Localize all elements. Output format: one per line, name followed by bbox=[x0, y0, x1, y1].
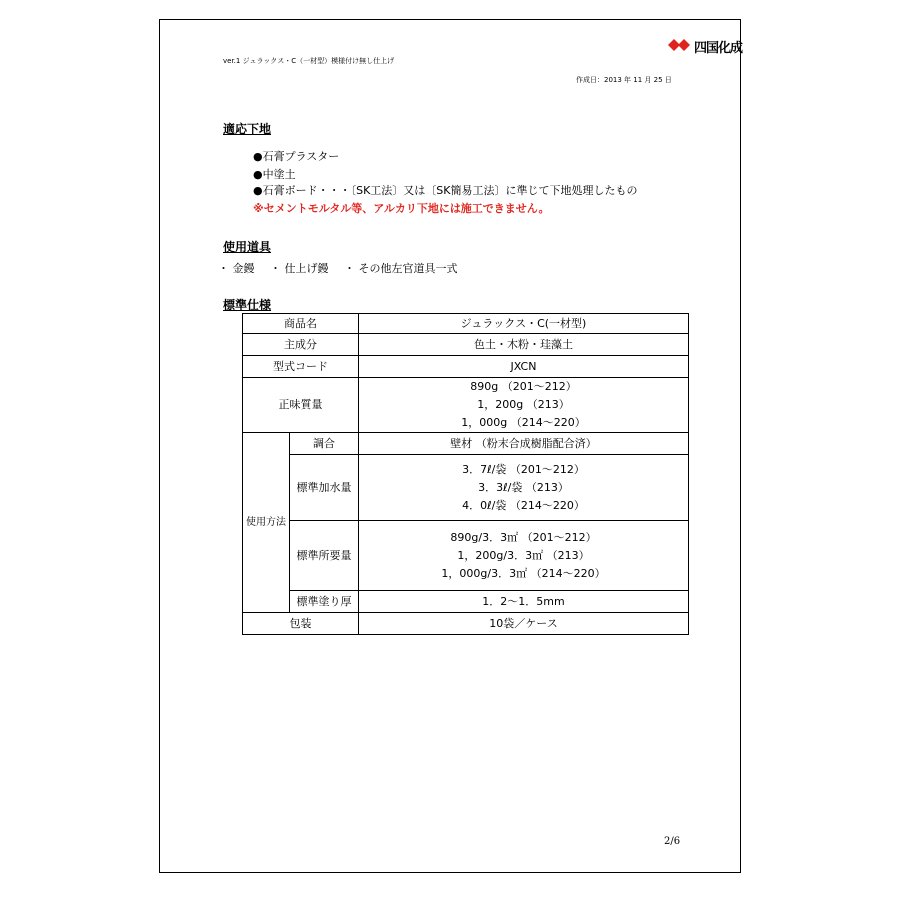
weight-label: 正味質量 bbox=[243, 378, 359, 433]
table-row bbox=[243, 314, 689, 334]
alkali-warning: ※セメントモルタル等、アルカリ下地には施工できません。 bbox=[253, 202, 550, 215]
substrate-title: 適応下地 bbox=[223, 122, 272, 136]
logo-text: 四国化成 bbox=[694, 41, 743, 56]
component-value: 色土・木粉・珪藻土 bbox=[359, 334, 689, 356]
table-row bbox=[243, 433, 689, 455]
model-value: JXCN bbox=[359, 356, 689, 378]
substrate-item: ●石膏プラスター bbox=[253, 150, 340, 163]
tool-item: ・ 仕上げ鏝 bbox=[270, 262, 329, 275]
document-page bbox=[159, 19, 741, 873]
spec-table bbox=[242, 313, 689, 635]
mixing-value: 壁材 （粉末合成樹脂配合済） bbox=[359, 433, 689, 455]
created-date: 作成日：2013 年 11 月 25 日 bbox=[576, 76, 672, 84]
packaging-value: 10袋／ケース bbox=[359, 613, 689, 635]
weight-value: 890g （201～212） bbox=[470, 380, 577, 393]
water-values bbox=[359, 455, 689, 521]
document-header: ver.1 ジュラックス・C（一材型）模様付け無し仕上げ bbox=[223, 57, 395, 65]
weight-value: 1，200g （213） bbox=[477, 398, 570, 411]
spec-title: 標準仕様 bbox=[223, 298, 272, 312]
weight-values bbox=[359, 378, 689, 433]
page-number: 2/6 bbox=[664, 836, 681, 847]
coverage-value: 890g/3．3㎡ （201～212） bbox=[450, 530, 597, 544]
weight-value: 1，000g （214～220） bbox=[461, 416, 586, 429]
coverage-values bbox=[359, 521, 689, 591]
table-row bbox=[243, 455, 689, 521]
water-value: 3．3ℓ/袋 （213） bbox=[478, 480, 569, 494]
water-value: 4．0ℓ/袋 （214～220） bbox=[462, 498, 585, 512]
model-label: 型式コード bbox=[243, 356, 359, 378]
coverage-label: 標準所要量 bbox=[290, 521, 359, 591]
coverage-value: 1，200g/3．3㎡ （213） bbox=[457, 548, 590, 562]
water-label: 標準加水量 bbox=[290, 455, 359, 521]
tools-title: 使用道具 bbox=[223, 240, 272, 254]
water-value: 3．7ℓ/袋 （201～212） bbox=[462, 462, 585, 476]
product-value: ジュラックス・C(一材型) bbox=[359, 314, 689, 334]
coverage-value: 1，000g/3．3㎡ （214～220） bbox=[441, 566, 606, 580]
table-row bbox=[243, 521, 689, 591]
tool-item: ・ 金鏝 bbox=[218, 262, 255, 275]
thickness-value: 1．2～1．5mm bbox=[359, 591, 689, 613]
diamond-logo-icon bbox=[668, 38, 692, 52]
table-row bbox=[243, 613, 689, 635]
table-row bbox=[243, 591, 689, 613]
company-logo bbox=[668, 36, 743, 56]
product-label: 商品名 bbox=[243, 314, 359, 334]
substrate-item: ●石膏ボード・・・〔SK工法〕又は〔SK簡易工法〕に準じて下地処理したもの bbox=[253, 184, 638, 197]
packaging-label: 包装 bbox=[243, 613, 359, 635]
thickness-label: 標準塗り厚 bbox=[290, 591, 359, 613]
tool-item: ・ その他左官道具一式 bbox=[344, 262, 458, 275]
mixing-label: 調合 bbox=[290, 433, 359, 455]
table-row bbox=[243, 334, 689, 356]
tools-list bbox=[218, 260, 470, 276]
usage-label: 使用方法 bbox=[243, 433, 290, 613]
table-row bbox=[243, 378, 689, 433]
substrate-item: ●中塗土 bbox=[253, 168, 296, 181]
table-row bbox=[243, 356, 689, 378]
component-label: 主成分 bbox=[243, 334, 359, 356]
